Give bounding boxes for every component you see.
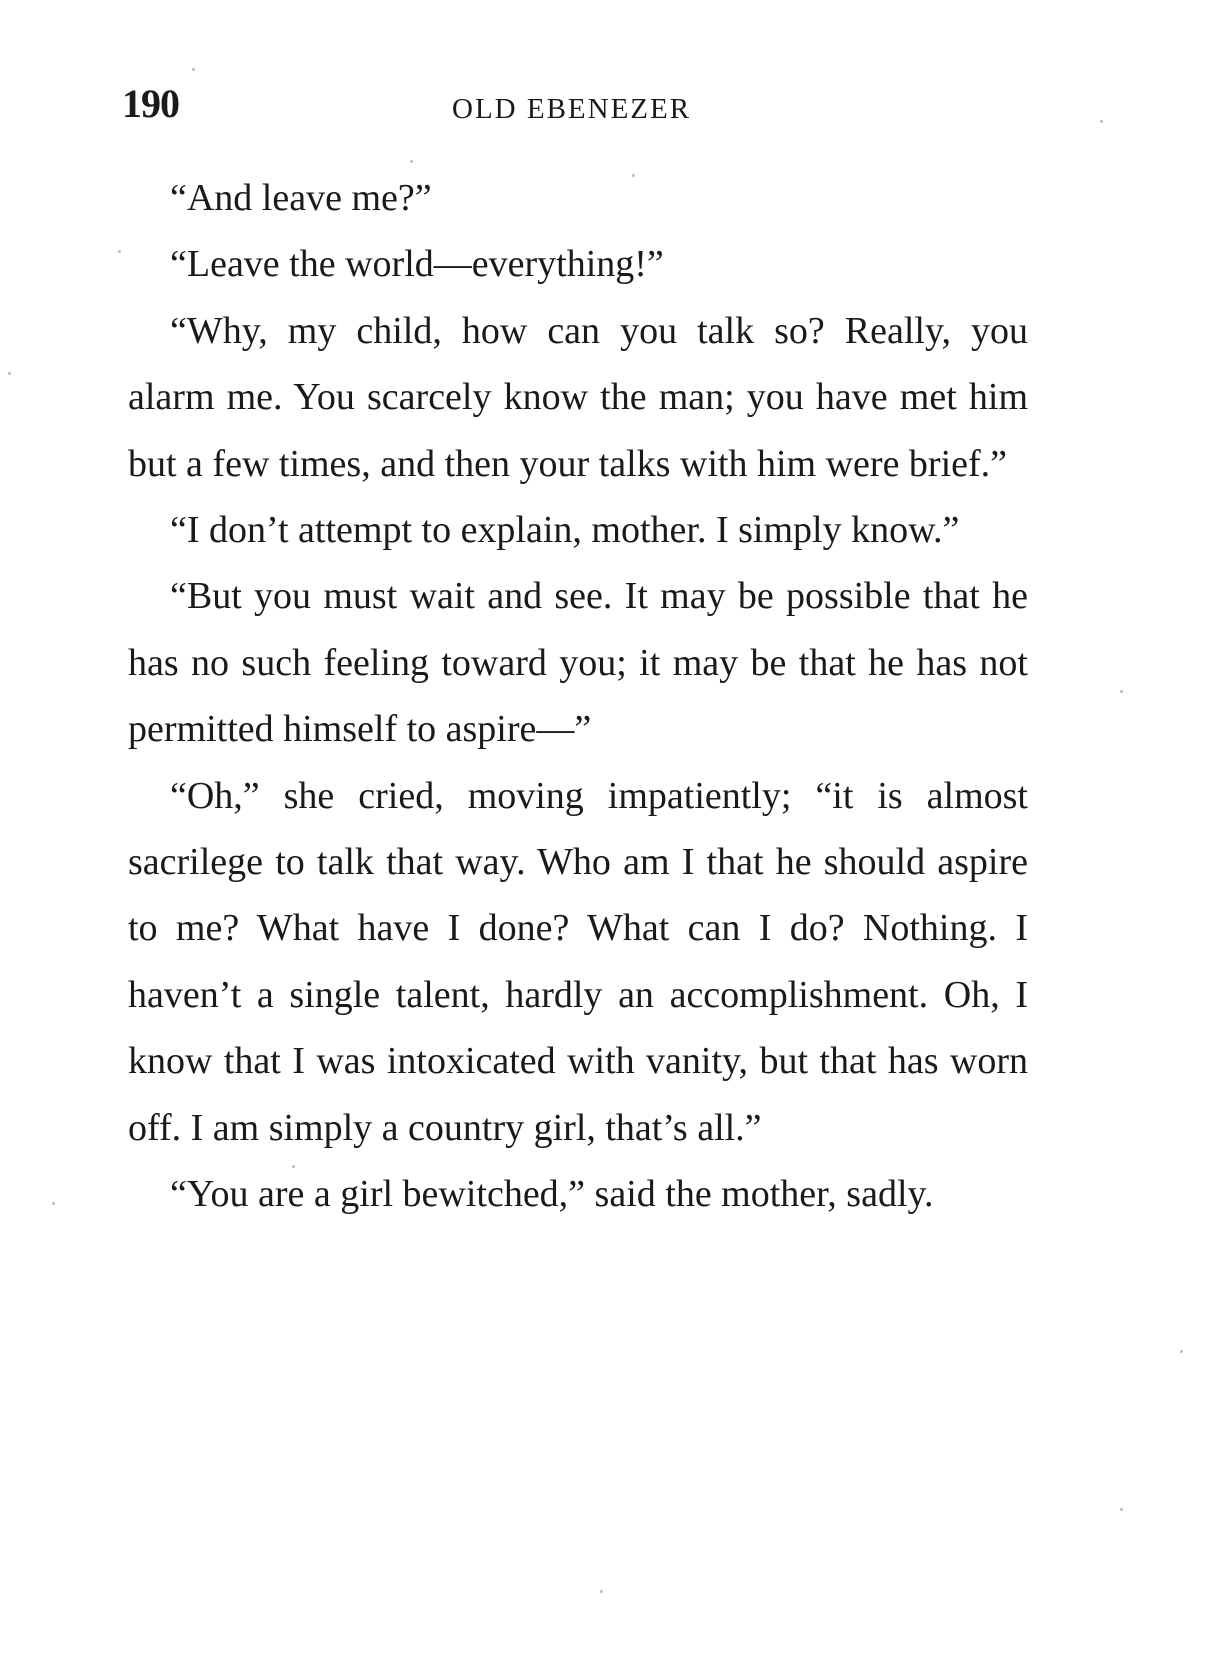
paragraph: “But you must wait and see. It may be possible that he has no such feeling toward you; it may be that he has not permitted himself to aspire—” xyxy=(128,575,1028,751)
running-head: OLD EBENEZER xyxy=(452,93,692,125)
paper-speck xyxy=(292,1165,295,1168)
paper-speck xyxy=(410,160,413,163)
paragraph: “You are a girl bewitched,” said the mother, sadly. xyxy=(170,1173,934,1216)
paragraph: “And leave me?” xyxy=(170,177,432,219)
paragraph: “Oh,” she cried, moving impatiently; “it is almost sacrilege to talk that way. Who am I that he should aspire to me? What have I done? What can I do? Nothing. I haven’t a single talent, hardly an accomplishment. Oh, I know that I was intoxicated with vanity, but that has worn off. I am simply a country girl, that’s all.” xyxy=(128,774,1028,1149)
paper-speck xyxy=(632,174,635,177)
paper-speck xyxy=(1100,120,1103,123)
paragraph: “Why, my child, how can you talk so? Really, you alarm me. You scarcely know the man; you have met him but a few times, and then your talks with him were brief.” xyxy=(128,309,1028,485)
paper-speck xyxy=(1120,1508,1123,1511)
paper-speck xyxy=(192,68,195,71)
paper-speck xyxy=(52,1202,55,1205)
paper-speck xyxy=(118,250,121,253)
paragraph: “Leave the world—everything!” xyxy=(170,243,664,286)
paper-speck xyxy=(1180,1350,1183,1353)
paragraph: “I don’t attempt to explain, mother. I simply know.” xyxy=(170,509,960,552)
paper-speck xyxy=(8,372,11,375)
paper-speck xyxy=(600,1590,603,1593)
body-text xyxy=(128,165,1028,1228)
page-number: 190 xyxy=(122,81,179,126)
paper-speck xyxy=(1120,690,1123,693)
